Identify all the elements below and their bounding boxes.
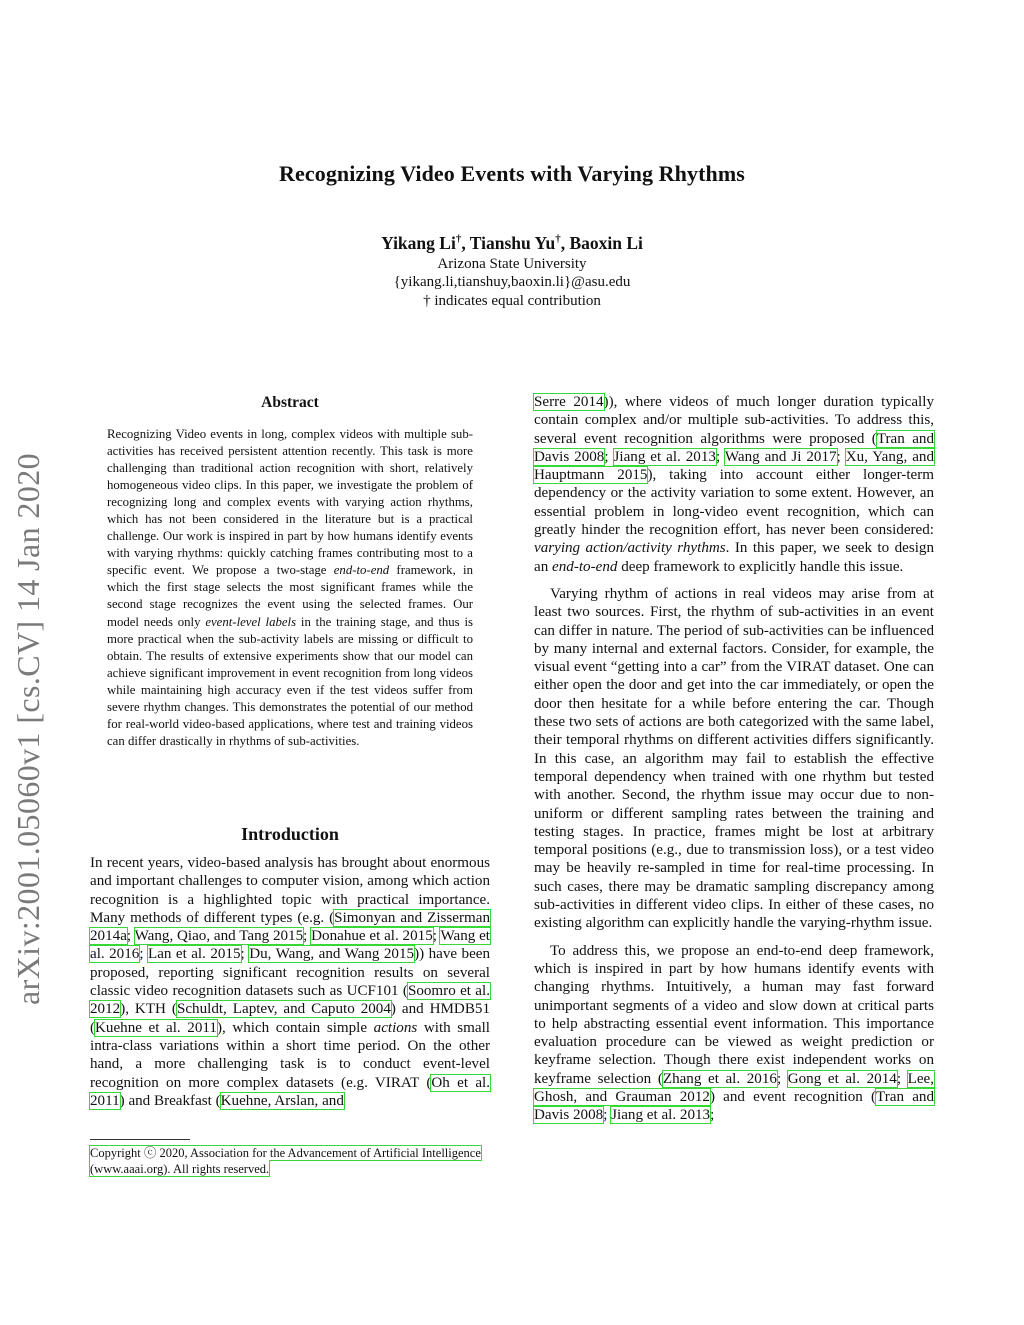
arxiv-identifier: arXiv:2001.05060v1 [cs.CV] 14 Jan 2020: [10, 452, 46, 1005]
citation-link[interactable]: Oh et al. 2011: [90, 1074, 490, 1109]
paragraph-text: ;: [710, 1107, 715, 1124]
paragraph-text: ;: [240, 946, 250, 963]
paragraph-text: . In this paper, we seek to design an: [534, 540, 934, 575]
paragraph-text: deep framework to explicitly handle this issue.: [617, 558, 904, 575]
introduction-heading: Introduction: [241, 824, 339, 844]
citation-link[interactable]: Serre 2014: [534, 394, 604, 410]
citation-link[interactable]: Soomro et al. 2012: [90, 983, 490, 1018]
paragraph-emphasis: end-to-end: [552, 558, 618, 575]
intro-paragraph-3: [534, 942, 934, 1125]
citation-link[interactable]: Wang, Qiao, and Tang 2015: [134, 928, 304, 945]
paragraph-emphasis: varying action/activity rhythms: [534, 540, 726, 557]
email: {yikang.li,tianshuy,baoxin.li}@asu.edu: [393, 274, 631, 290]
citation-link[interactable]: Wang et al. 2016: [90, 928, 490, 963]
abstract-text: in the training stage, and thus is more practical when the sub-activity labels are missing or difficult to obtain. The results of extensive experiments show that our model can achieve significant improvement in event recognition from long videos while maintaining high accuracy even if the test videos suffer from severe rhythm changes. This demonstrates the potential of our method for real-world video-based applications, where test and training videos can differ drastically in rhythms of sub-activities.: [107, 614, 473, 748]
paragraph-text: To address this, we propose an end-to-end deep framework, which is inspired in part by how humans identify events with changing rhythms. Intuitively, a human may fast forward unimportant segments of a video and slow down at critical parts to help abstracting essential event information. This importance evaluation procedure can be viewed as weight prediction or keyframe selection. Though there exist independent works on keyframe selection (: [534, 942, 934, 1087]
paragraph-text: with small intra-class variations within a short time period. On the other hand, a more challenging task is to conduct event-level recognition on more complex datasets (e.g. VIRAT (: [90, 1019, 490, 1091]
author-list: [0, 233, 1024, 254]
citation-link[interactable]: Tran and Davis 2008: [534, 1088, 934, 1124]
abstract-text: Recognizing Video events in long, complex videos with multiple sub-activities has received persistent attention recently. This task is more challenging than traditional action recognition with short, relatively homogeneous video clips. In this paper, we investigate the problem of recognizing long and complex events with varying action rhythms, which has not been considered in the literature but is a practical challenge. Our work is inspired in part by how humans identify events with varying rhythms: quickly catching frames contributing most to a specific event. We propose a two-stage: [107, 427, 473, 578]
citation-link[interactable]: Lee, Ghosh, and Grauman 2012: [534, 1070, 935, 1105]
equal-contribution-note: † indicates equal contribution: [423, 293, 601, 309]
citation-link[interactable]: Zhang et al. 2016: [662, 1070, 777, 1087]
intro-paragraph-1-continued: [534, 393, 934, 576]
intro-paragraph-2: Varying rhythm of actions in real videos may arise from at least two sources. First, the rhythm of sub-activities in an event can differ in nature. The period of sub-activities can be influenced by many internal and external factors. Consider, for example, the visual event “getting into a car” from the VIRAT dataset. One can either open the door and get into the car immediately, or open the door then hesitate for a while before entering the car. Though these two sets of actions are both categorized with the same label, their temporal rhythms on different activities differs significantly. In this case, an algorithm may fail to establish the effective temporal dependency when trained with one rhythm but tested with another. Second, the rhythm issue may occur due to non-uniform or different sampling rates between the training and testing stages. In practice, frames might be lost at arbitrary temporal positions (e.g., due to transmission loss), or a test video may be heavily re-sampled in time for real-time processing. In such cases, there may be dramatic sampling discrepancy among sub-activities in different video clips. In either of these cases, no existing algorithm can explicitly handle the varying-rhythm issue.: [534, 585, 934, 932]
citation-link[interactable]: Donahue et al. 2015: [311, 928, 433, 945]
right-column: [534, 393, 934, 1125]
citation-link[interactable]: Xu, Yang, and Hauptmann 2015: [534, 448, 934, 484]
paragraph-text: ;: [896, 1070, 908, 1087]
paragraph-text: ;: [715, 448, 725, 465]
author-1: Yikang Li: [381, 233, 456, 253]
equal-mark-2: †: [555, 233, 561, 246]
paragraph-text: ;: [126, 928, 135, 945]
footnote-rule: [90, 1139, 190, 1140]
abstract-emphasis: event-level labels: [205, 614, 297, 629]
author-3: , Baoxin Li: [560, 233, 643, 253]
citation-link[interactable]: Kuehne, Arslan, and: [220, 1092, 344, 1109]
paragraph-text: ) and Breakfast (: [119, 1092, 221, 1109]
copyright-footnote[interactable]: [90, 1145, 490, 1178]
paragraph-text: ;: [603, 1107, 612, 1124]
citation-link[interactable]: Jiang et al. 2013: [613, 448, 716, 465]
paragraph-text: )), where videos of much longer duration typically contain complex and/or multiple sub-activities. To address this, several event recognition algorithms were proposed (: [534, 394, 934, 447]
abstract-heading: Abstract: [261, 394, 319, 411]
paragraph-text: ;: [139, 946, 148, 963]
paragraph-text: ), which contain simple: [216, 1019, 374, 1036]
citation-link[interactable]: Schuldt, Laptev, and Caputo 2004: [176, 1001, 391, 1018]
paragraph-text: ) and HMDB51 (: [90, 1001, 490, 1036]
affiliation: Arizona State University: [437, 256, 587, 272]
paragraph-text: ;: [432, 928, 441, 945]
paper-title: Recognizing Video Events with Varying Rhythms: [279, 161, 745, 186]
left-column: [90, 854, 490, 1110]
copyright-link[interactable]: Copyright ⓒ 2020, Association for the Advancement of Artificial Intelligence (www.aaai.org). All rights reserved.: [90, 1146, 481, 1177]
paragraph-text: )) have been proposed, reporting significant recognition results on several classic video recognition datasets such as UCF101 (: [90, 946, 491, 1000]
paragraph-text: ;: [836, 448, 846, 465]
paragraph-text: ;: [303, 928, 312, 945]
paragraph-text: ;: [604, 448, 614, 465]
author-2: , Tianshu Yu: [461, 233, 556, 253]
equal-mark-1: †: [455, 233, 462, 246]
paragraph-text: ), KTH (: [120, 1001, 177, 1018]
citation-link[interactable]: Simonyan and Zisserman 2014a: [90, 909, 490, 945]
abstract-emphasis: end-to-end: [333, 563, 390, 578]
abstract-body: [107, 426, 473, 750]
paragraph-text: ), taking into account either longer-term dependency or the activity variation to some extent. However, an essential problem in long-video event recognition, which can greatly hinder the recognition effort, has never been considered:: [534, 467, 934, 539]
abstract-text: framework, in which the first stage selects the most significant frames while the second stage recognizes the event using the selected frames. Our model needs only: [107, 563, 473, 629]
citation-link[interactable]: Tran and Davis 2008: [534, 430, 935, 465]
citation-link[interactable]: Jiang et al. 2013: [611, 1107, 711, 1124]
paragraph-text: In recent years, video-based analysis has brought about enormous and important challenges to computer vision, among which action recognition is a highlighted topic with practical importance. Many methods of different types (e.g. (: [90, 855, 490, 926]
citation-link[interactable]: Gong et al. 2014: [787, 1070, 897, 1087]
citation-link[interactable]: Du, Wang, and Wang 2015: [249, 946, 415, 963]
citation-link[interactable]: Lan et al. 2015: [147, 946, 241, 963]
paragraph-text: ;: [776, 1070, 788, 1087]
intro-paragraph-1: [90, 854, 490, 1110]
paragraph-emphasis: actions: [373, 1019, 418, 1036]
citation-link[interactable]: Kuehne et al. 2011: [95, 1019, 217, 1036]
citation-link[interactable]: Wang and Ji 2017: [724, 448, 837, 465]
paragraph-text: ) and event recognition (: [709, 1088, 877, 1105]
